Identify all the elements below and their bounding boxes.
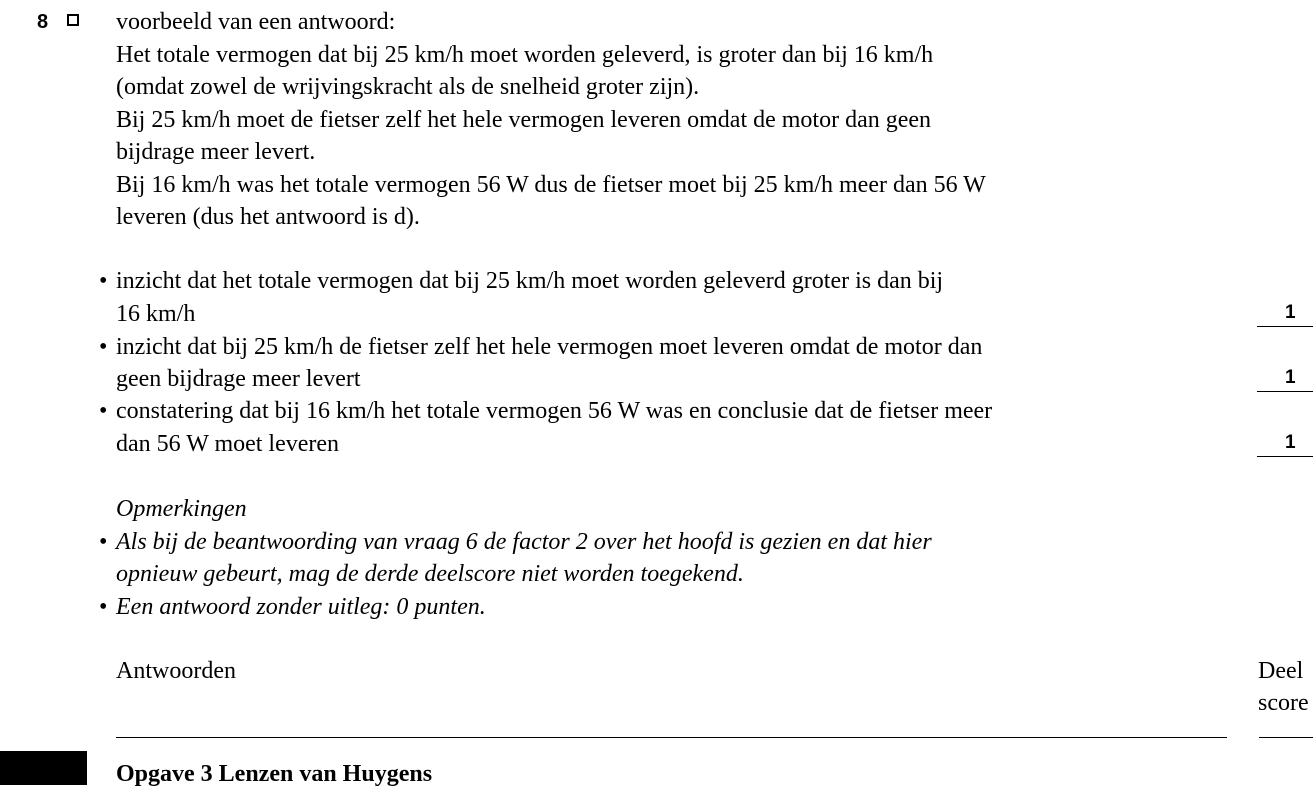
criterion-line: geen bijdrage meer levert — [116, 366, 361, 392]
remark-line: Een antwoord zonder uitleg: 0 punten. — [116, 594, 486, 620]
criterion-line: dan 56 W moet leveren — [116, 431, 340, 457]
footer-divider — [116, 737, 1227, 738]
section-marker — [0, 751, 87, 785]
score-point: 1 — [1257, 429, 1313, 457]
answer-line: (omdat zowel de wrijvingskracht als de snelheid groter zijn). — [116, 74, 700, 100]
footer-partial-score-label: Deel — [1258, 658, 1304, 684]
bullet-icon: • — [99, 529, 108, 555]
criterion-line: 16 km/h — [116, 301, 196, 327]
answer-line: leveren (dus het antwoord is d). — [116, 204, 420, 230]
question-number: 8 — [37, 11, 49, 33]
answer-line: bijdrage meer levert. — [116, 139, 316, 165]
footer-answers-label: Antwoorden — [116, 658, 236, 684]
score-point: 1 — [1257, 364, 1313, 392]
answer-line: Het totale vermogen dat bij 25 km/h moet worden geleverd, is groter dan bij 16 km/h — [116, 42, 934, 68]
remarks-heading: Opmerkingen — [116, 496, 247, 522]
score-divider — [1259, 737, 1313, 738]
criterion-line: inzicht dat het totale vermogen dat bij 25 km/h moet worden geleverd groter is dan bij — [116, 268, 944, 294]
answer-intro: voorbeeld van een antwoord: — [116, 9, 396, 35]
footer-partial-score-label: score — [1258, 690, 1309, 716]
remark-line: opnieuw gebeurt, mag de derde deelscore niet worden toegekend. — [116, 561, 744, 587]
criterion-line: inzicht dat bij 25 km/h de fietser zelf het hele vermogen moet leveren omdat de motor dan — [116, 334, 983, 360]
criterion-line: constatering dat bij 16 km/h het totale vermogen 56 W was en conclusie dat de fietser meer — [116, 398, 993, 424]
bullet-icon: • — [99, 398, 108, 424]
answer-line: Bij 25 km/h moet de fietser zelf het hele vermogen leveren omdat de motor dan geen — [116, 107, 932, 133]
bullet-icon: • — [99, 268, 108, 294]
bullet-icon: • — [99, 594, 108, 620]
answer-line: Bij 16 km/h was het totale vermogen 56 W dus de fietser moet bij 25 km/h meer dan 56 W — [116, 172, 986, 198]
bullet-icon: • — [99, 334, 108, 360]
remark-line: Als bij de beantwoording van vraag 6 de factor 2 over het hoofd is gezien en dat hier — [116, 529, 932, 555]
section-title: Opgave 3 Lenzen van Huygens — [116, 761, 433, 787]
question-checkbox[interactable] — [67, 14, 79, 26]
score-point: 1 — [1257, 299, 1313, 327]
